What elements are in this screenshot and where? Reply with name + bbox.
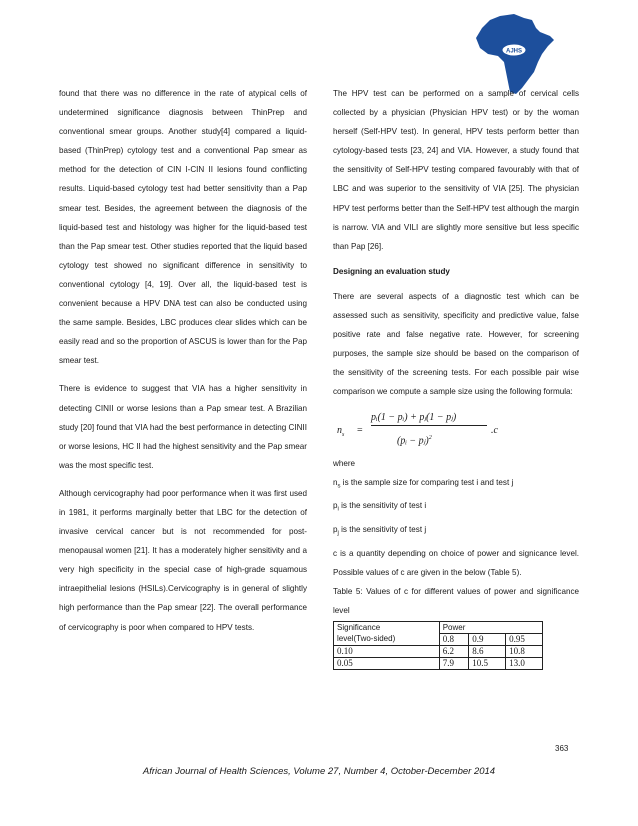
definition-pj: $p_j$ is the sensitivity of test j: [333, 525, 427, 537]
c-value: 10.5: [469, 658, 506, 670]
journal-footer: African Journal of Health Sciences, Volume 27, Number 4, October-December 2014: [142, 766, 496, 777]
page-number: 363: [555, 744, 569, 753]
paragraph-evaluation-aspects: There are several aspects of a diagnostic test which can be assessed such as sensitivity, specificity and predictive value, false positive rate and false negative rate. However, for screening purposes, the sample size should be based on the comparison of the sensitivity of the screening tests. For each possible pair wise comparison we compute a sample size using the following formula:: [333, 291, 579, 397]
definition-c: c is a quantity depending on choice of power and signicance level. Possible values of c are given in the below (Table 5).: [333, 548, 579, 577]
paragraph-hpv-test: The HPV test can be performed on a sample of cervical cells collected by a physician (Physician HPV test) or by the woman herself (Self-HPV test). In general, HPV tests perform better than cytology-based tests [23, 24] and VIA. However, a study found that the sensitivity of Self-HPV testing compared favourably with that of LBC and was superior to the sensitivity of VIA [25]. The physician HPV test performs better than the Self-HPV test although the margin is narrow. VIA and VILI are slightly more sensitive but less specific than Pap [26].: [333, 89, 579, 251]
right-column: [333, 84, 579, 670]
significance-level: 0.10: [334, 646, 440, 658]
left-column: [59, 84, 307, 637]
section-heading: Designing an evaluation study: [333, 266, 450, 276]
sample-size-formula: [333, 404, 579, 450]
paragraph-cervicography: Although cervicography had poor performance when it was first used in 1981, it performs marginally better that LBC for the detection of invasive cervical cancer but is not recommended for post-menopausal women [21]. It has a moderately higher sensitivity and a very high specificity in the special case of high-grade squamous intraepithelial lesions (HSILs).Cervicography is in general of slightly high performance than the Pap smear [22]. The overall performance of cervicography is poor when compared to HPV tests.: [59, 488, 307, 632]
definition-ns: $n_s$ is the sample size for comparing test i and test j: [333, 477, 514, 490]
power-value: 0.95: [506, 634, 543, 646]
c-values-table: [333, 621, 543, 670]
significance-level: 0.05: [334, 658, 440, 670]
formula-multiplier: .c: [491, 424, 498, 436]
header-significance: Significance level(Two-sided): [334, 622, 440, 646]
fraction-bar: [371, 425, 487, 426]
formula-equals: =: [357, 424, 363, 436]
c-value: 7.9: [439, 658, 469, 670]
c-value: 10.8: [506, 646, 543, 658]
header-power: Power: [439, 622, 542, 634]
c-value: 8.6: [469, 646, 506, 658]
table-caption: Table 5: Values of c for different values of power and significance level: [333, 586, 579, 615]
power-value: 0.9: [469, 634, 506, 646]
paragraph-via-sensitivity: There is evidence to suggest that VIA has a higher sensitivity in detecting CINII or worse lesions than a Pap smear test. A Brazilian study [20] found that VIA had the best performance in detecting CINII or worse lesions, HC II had the highest sensitivity and the Pap smear was the most specific test.: [59, 384, 307, 470]
c-value: 13.0: [506, 658, 543, 670]
power-value: 0.8: [439, 634, 469, 646]
c-value: 6.2: [439, 646, 469, 658]
table-row: [334, 658, 543, 670]
formula-lhs: $n_s$: [337, 424, 345, 438]
table-header-row: [334, 622, 543, 634]
logo-text: AJHS: [505, 48, 523, 55]
where-label: where: [333, 458, 356, 468]
table-row: [334, 646, 543, 658]
definition-pi: $p_i$ is the sensitivity of test i: [333, 501, 427, 513]
formula-numerator: pᵢ(1 − pᵢ) + pⱼ(1 − pⱼ): [371, 411, 457, 423]
paragraph-liquid-based-cytology: found that there was no difference in the rate of atypical cells of undetermined significance diagnosis between ThinPrep and conventional smear groups. Another study[4] compared a liquid-based (ThinPrep) cytology test and a conventional Pap smear as method for the detection of CIN I-CIN II lesions found conflicting results. Liquid-based cytology test had better sensitivity than a Pap smear test. Besides, the agreement between the diagnosis of the liquid-based test and histology was higher for the liquid-based test than the Pap smear test. Other studies reported that the liquid based cytology test showed no significant difference in sensitivity to conventional cytology [4, 19]. Over all, the liquid-based test is convenient because a HPV DNA test can also be conducted using the same sample. Besides, LBC produces clear slides which can be easily read and so the proportion of ASCUS is lower than for the Pap smear test.: [59, 89, 307, 366]
formula-denominator: (pᵢ − pⱼ)$^2$: [397, 434, 432, 446]
